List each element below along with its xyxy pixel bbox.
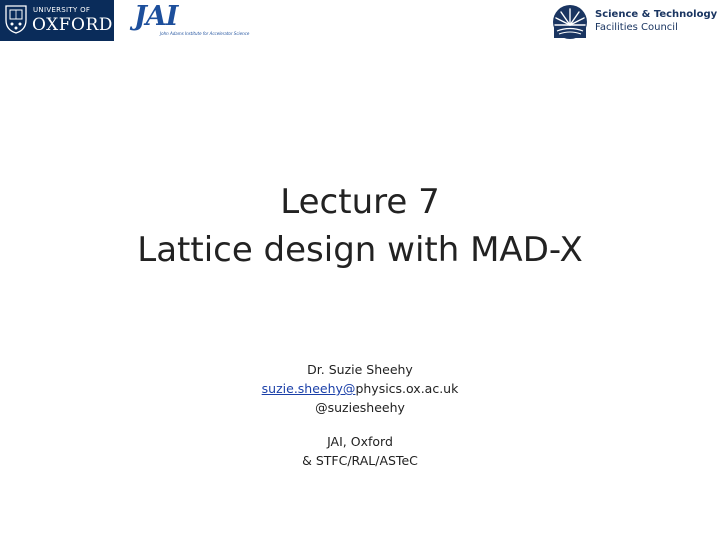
stfc-logo-line1: Science & Technology	[595, 9, 718, 20]
author-handle: @suziesheehy	[315, 400, 405, 415]
oxford-crest-icon	[5, 4, 27, 34]
jai-logo-subtitle: John Adams Institute for Accelerator Science	[160, 31, 250, 36]
title-line-2: Lattice design with MAD-X	[137, 230, 583, 270]
author-spacer	[210, 417, 510, 432]
oxford-logo	[0, 0, 114, 41]
affiliation-line-2: & STFC/RAL/ASTeC	[302, 453, 418, 468]
author-email-link[interactable]: suzie.sheehy@	[261, 381, 356, 396]
slide-title	[60, 178, 660, 274]
author-email	[210, 379, 510, 398]
jai-logo-mark: JAI	[134, 1, 178, 32]
stfc-logo	[551, 3, 720, 41]
stfc-emblem-icon	[551, 3, 589, 41]
jai-logo	[134, 3, 284, 41]
author-name: Dr. Suzie Sheehy	[307, 362, 413, 377]
oxford-logo-main-text: OXFORD	[32, 15, 113, 35]
affiliation-line-1: JAI, Oxford	[327, 434, 393, 449]
oxford-logo-upper-text: UNIVERSITY OF	[33, 6, 91, 14]
author-block	[210, 360, 510, 470]
title-line-1: Lecture 7	[280, 182, 440, 222]
stfc-logo-line2: Facilities Council	[595, 22, 678, 33]
author-email-domain: physics.ox.ac.uk	[355, 381, 459, 396]
